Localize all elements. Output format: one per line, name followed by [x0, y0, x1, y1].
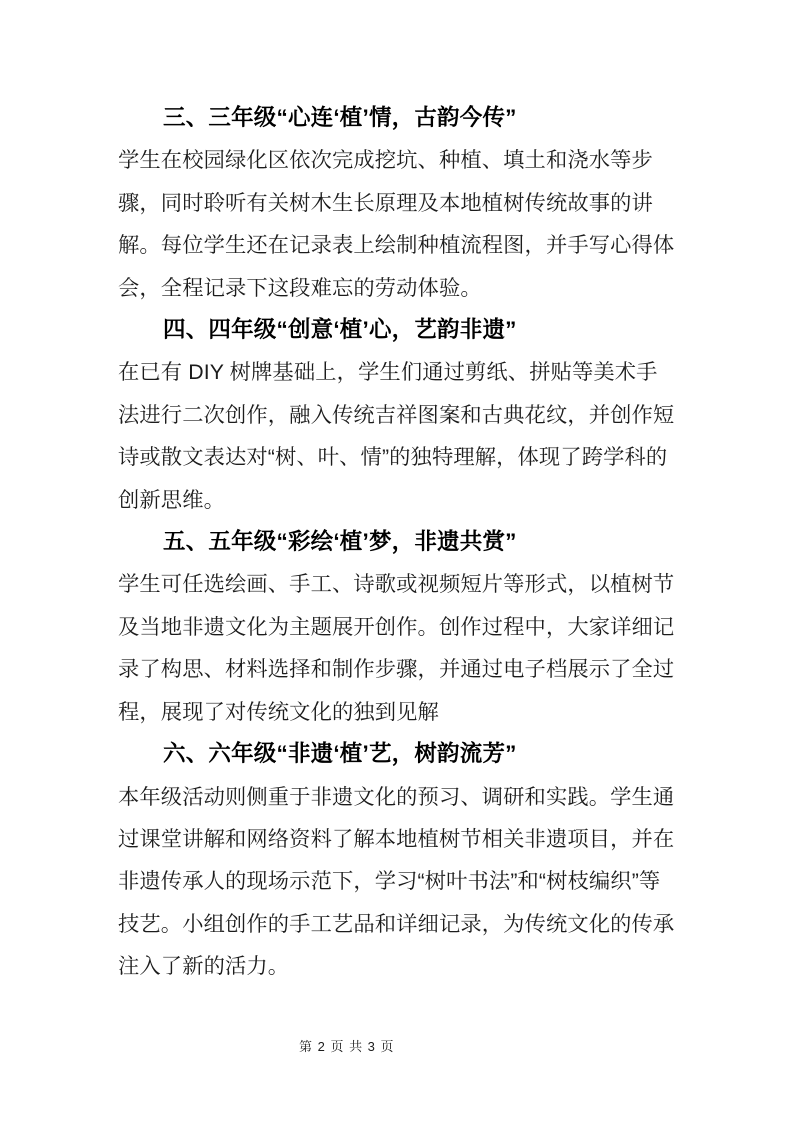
- section-grade-4-paragraph: 在已有 DIY 树牌基础上，学生们通过剪纸、拼贴等美术手法进行二次创作，融入传统吉祥图案和古典花纹，并创作短诗或散文表达对“树、叶、情”的独特理解，体现了跨学科的创新思维。: [118, 360, 675, 512]
- section-grade-5-paragraph: 学生可任选绘画、手工、诗歌或视频短片等形式，以植树节及当地非遗文化为主题展开创作。创作过程中，大家详细记录了构思、材料选择和制作步骤，并通过电子档展示了全过程，展现了对传统文化的独到见解: [118, 572, 675, 724]
- section-grade-3-heading: 三、三年级“心连‘植’情，古韵今传”: [163, 105, 517, 130]
- page-number-footer: 第 2 页 共 3 页: [299, 1039, 395, 1054]
- section-grade-6: [118, 733, 675, 987]
- section-grade-6-heading: 六、六年级“非遗‘植’艺，树韵流芳”: [163, 741, 517, 767]
- section-grade-3: [118, 97, 675, 309]
- section-grade-6-paragraph: 本年级活动则侧重于非遗文化的预习、调研和实践。学生通过课堂讲解和网络资料了解本地植树节相关非遗项目，并在非遗传承人的现场示范下，学习“树叶书法”和“树枝编织”等技艺。小组创作的手工艺品和详细记录，为传统文化的传承注入了新的活力。: [118, 784, 675, 979]
- section-grade-5-heading: 五、五年级“彩绘‘植’梦，非遗共赏”: [163, 529, 517, 555]
- document-content: [118, 97, 675, 988]
- section-grade-4-heading: 四、四年级“创意‘植’心，艺韵非遗”: [163, 317, 517, 343]
- section-grade-3-paragraph: 学生在校园绿化区依次完成挖坑、种植、填土和浇水等步骤，同时聆听有关树木生长原理及本地植树传统故事的讲解。每位学生还在记录表上绘制种植流程图，并手写心得体会，全程记录下这段难忘的劳动体验。: [118, 148, 675, 300]
- section-grade-5: [118, 521, 675, 733]
- section-grade-4: [118, 309, 675, 521]
